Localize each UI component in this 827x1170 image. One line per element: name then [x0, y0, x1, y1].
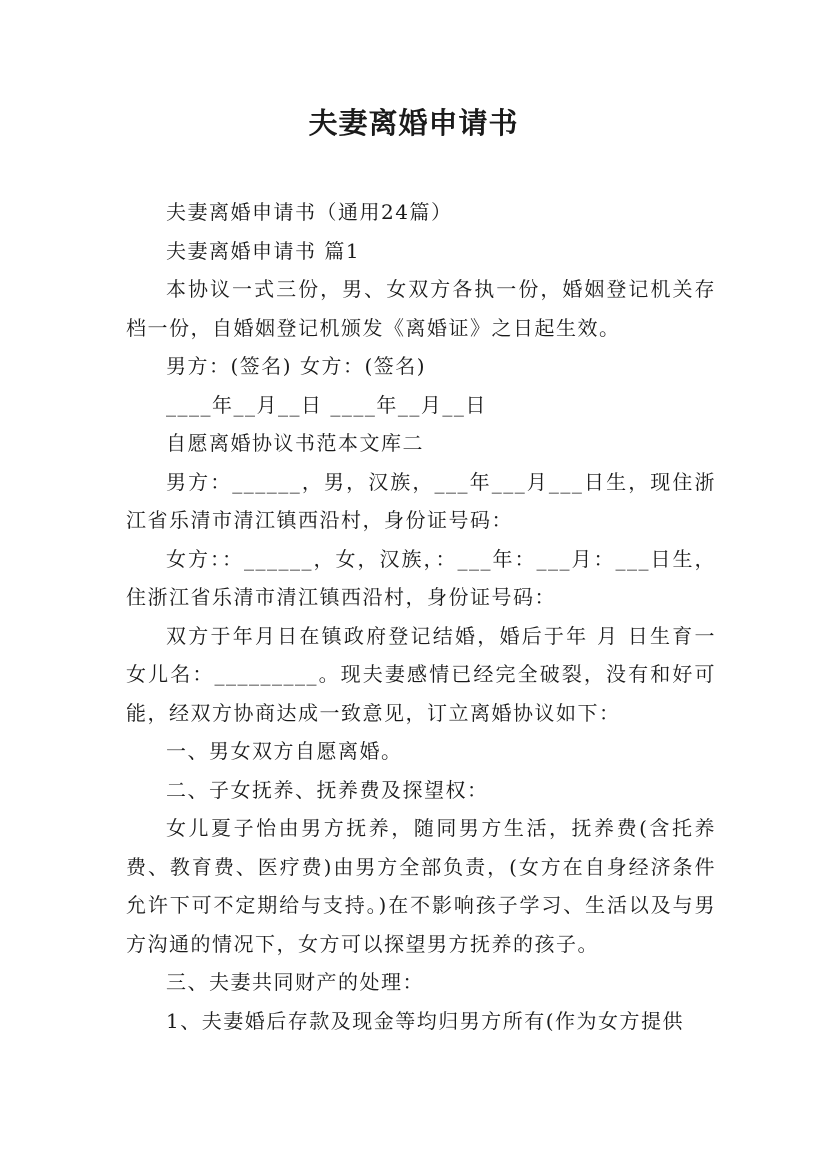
paragraph-clause-3: 三、夫妻共同财产的处理：: [166, 970, 424, 994]
paragraph-template-heading: 自愿离婚协议书范本文库二: [166, 431, 424, 455]
paragraph-agreement-copies: 本协议一式三份，男、女双方各执一份，婚姻登记机关存档一份，自婚姻登记机颁发《离婚证》之日起生效。: [126, 277, 716, 340]
document-title: 夫妻离婚申请书: [308, 106, 519, 140]
paragraph-clause-2: 二、子女抚养、抚养费及探望权：: [166, 777, 489, 802]
paragraph-wife-info: 女方：：______，女，汉族，：___年：___月：___日生，住浙江省乐清市清江镇西沿村，身份证号码：: [126, 546, 716, 609]
paragraph-custody: 女儿夏子怡由男方抚养，随同男方生活，抚养费(含托养费、教育费、医疗费)由男方全部负责，(女方在自身经济条件允许下可不定期给与支持。)在不影响孩子学习、生活以及与男方沟通的情况下，女方可以探望男方抚养的孩子。: [126, 816, 716, 956]
paragraph-property-1: 1、夫妻婚后存款及现金等均归男方所有(作为女方提供: [166, 1008, 685, 1033]
paragraph-husband-info: 男方：______，男，汉族，___年___月___日生，现住浙江省乐清市清江镇西沿村，身份证号码：: [126, 469, 716, 532]
paragraph-clause-1: 一、男女双方自愿离婚。: [166, 739, 403, 763]
paragraph-subtitle: 夫妻离婚申请书（通用24篇）: [166, 200, 453, 224]
document-body: [126, 193, 716, 1040]
paragraph-marriage-details: 双方于年月日在镇政府登记结婚，婚后于年 月 日生育一女儿名：_________。现夫妻感情已经完全破裂，没有和好可能，经双方协商达成一致意见，订立离婚协议如下：: [126, 623, 716, 725]
paragraph-signatures: 男方：(签名) 女方：(签名): [166, 354, 427, 378]
paragraph-section-heading: 夫妻离婚申请书 篇1: [166, 238, 361, 263]
paragraph-date-blanks: ____年__月__日 ____年__月__日: [166, 392, 487, 417]
